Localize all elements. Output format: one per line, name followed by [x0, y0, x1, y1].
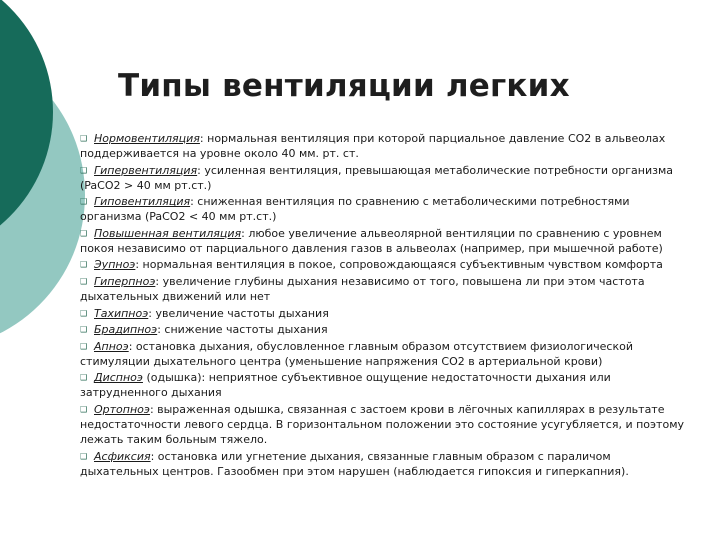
- bullet-icon: ❑: [80, 165, 88, 175]
- term-definition: : любое увеличение альвеолярной вентиляции по сравнению с уровнем покоя независимо от парциального давления газов в альвеолах (например, при мышечной работе): [80, 226, 663, 255]
- term-label: Гиповентиляция: [94, 195, 191, 209]
- term-label: Повышенная вентиляция: [94, 226, 242, 240]
- term-definition: : усиленная вентиляция, превышающая метаболические потребности организма (PaCO2 > 40 мм рт.ст.): [80, 163, 673, 192]
- term-label: Нормовентиляция: [94, 132, 200, 145]
- term-label: Асфиксия: [94, 449, 151, 463]
- term-definition: : нормальная вентиляция в покое, сопровождающаяся субъективным чувством комфорта: [135, 258, 663, 272]
- list-item: [80, 257, 690, 272]
- term-definition: : увеличение частоты дыхания: [148, 306, 329, 320]
- term-definition: : остановка или угнетение дыхания, связанные главным образом с параличом дыхательных центров. Газообмен при этом нарушен (наблюдается гипоксия и гиперкапния).: [80, 449, 629, 478]
- list-item: [80, 274, 690, 304]
- list-item: [80, 306, 690, 321]
- bullet-icon: ❑: [80, 341, 88, 351]
- slide-title: Типы вентиляции легких: [118, 68, 570, 104]
- term-definition: : сниженная вентиляция по сравнению с метаболическими потребностями организма (PaCO2 < 40 мм рт.ст.): [80, 195, 630, 224]
- term-label: Гипервентиляция: [94, 163, 198, 177]
- term-definition: (одышка): неприятное субъективное ощущение недостаточности дыхания или затрудненного дыхания: [80, 371, 611, 400]
- term-definition: : увеличение глубины дыхания независимо от того, повышена ли при этом частота дыхательных движений или нет: [80, 274, 645, 303]
- bullet-icon: ❑: [80, 228, 88, 238]
- bullet-icon: ❑: [80, 276, 88, 286]
- list-item: [80, 226, 690, 256]
- bullet-icon: ❑: [80, 373, 88, 383]
- definitions-list: [80, 131, 690, 480]
- term-definition: : остановка дыхания, обусловленное главным образом отсутствием физиологической стимуляции дыхательного центра (уменьшение напряжения СО2 в артериальной крови): [80, 339, 633, 368]
- term-label: Гиперпноэ: [94, 274, 156, 288]
- term-label: Тахипноэ: [94, 306, 149, 320]
- bullet-icon: ❑: [80, 325, 88, 335]
- list-item: [80, 449, 690, 479]
- term-definition: : выраженная одышка, связанная с застоем крови в лёгочных капиллярах в результате недостаточности левого сердца. В горизонтальном положении это состояние усугубляется, и поэтому лежать таким больным тяжело.: [80, 402, 685, 446]
- bullet-icon: ❑: [80, 260, 88, 270]
- bullet-icon: ❑: [80, 134, 88, 143]
- list-item: [80, 339, 690, 369]
- list-item: [80, 370, 690, 400]
- bullet-icon: ❑: [80, 197, 88, 207]
- term-definition: : нормальная вентиляция при которой парциальное давление СО2 в альвеолах поддерживается на уровне около 40 мм. рт. ст.: [80, 132, 666, 160]
- list-item: [80, 402, 690, 447]
- term-label: Брадипноэ: [94, 323, 158, 337]
- term-definition: : снижение частоты дыхания: [157, 323, 328, 337]
- bullet-icon: ❑: [80, 308, 88, 318]
- bullet-icon: ❑: [80, 404, 88, 414]
- list-item: [80, 322, 690, 337]
- list-item: [80, 131, 690, 161]
- term-label: Эупноэ: [94, 258, 136, 272]
- term-label: Ортопноэ: [94, 402, 150, 416]
- term-label: Диспноэ: [94, 371, 143, 385]
- term-label: Апноэ: [94, 339, 129, 353]
- list-item: [80, 194, 690, 224]
- bullet-icon: ❑: [80, 451, 88, 461]
- list-item: [80, 163, 690, 193]
